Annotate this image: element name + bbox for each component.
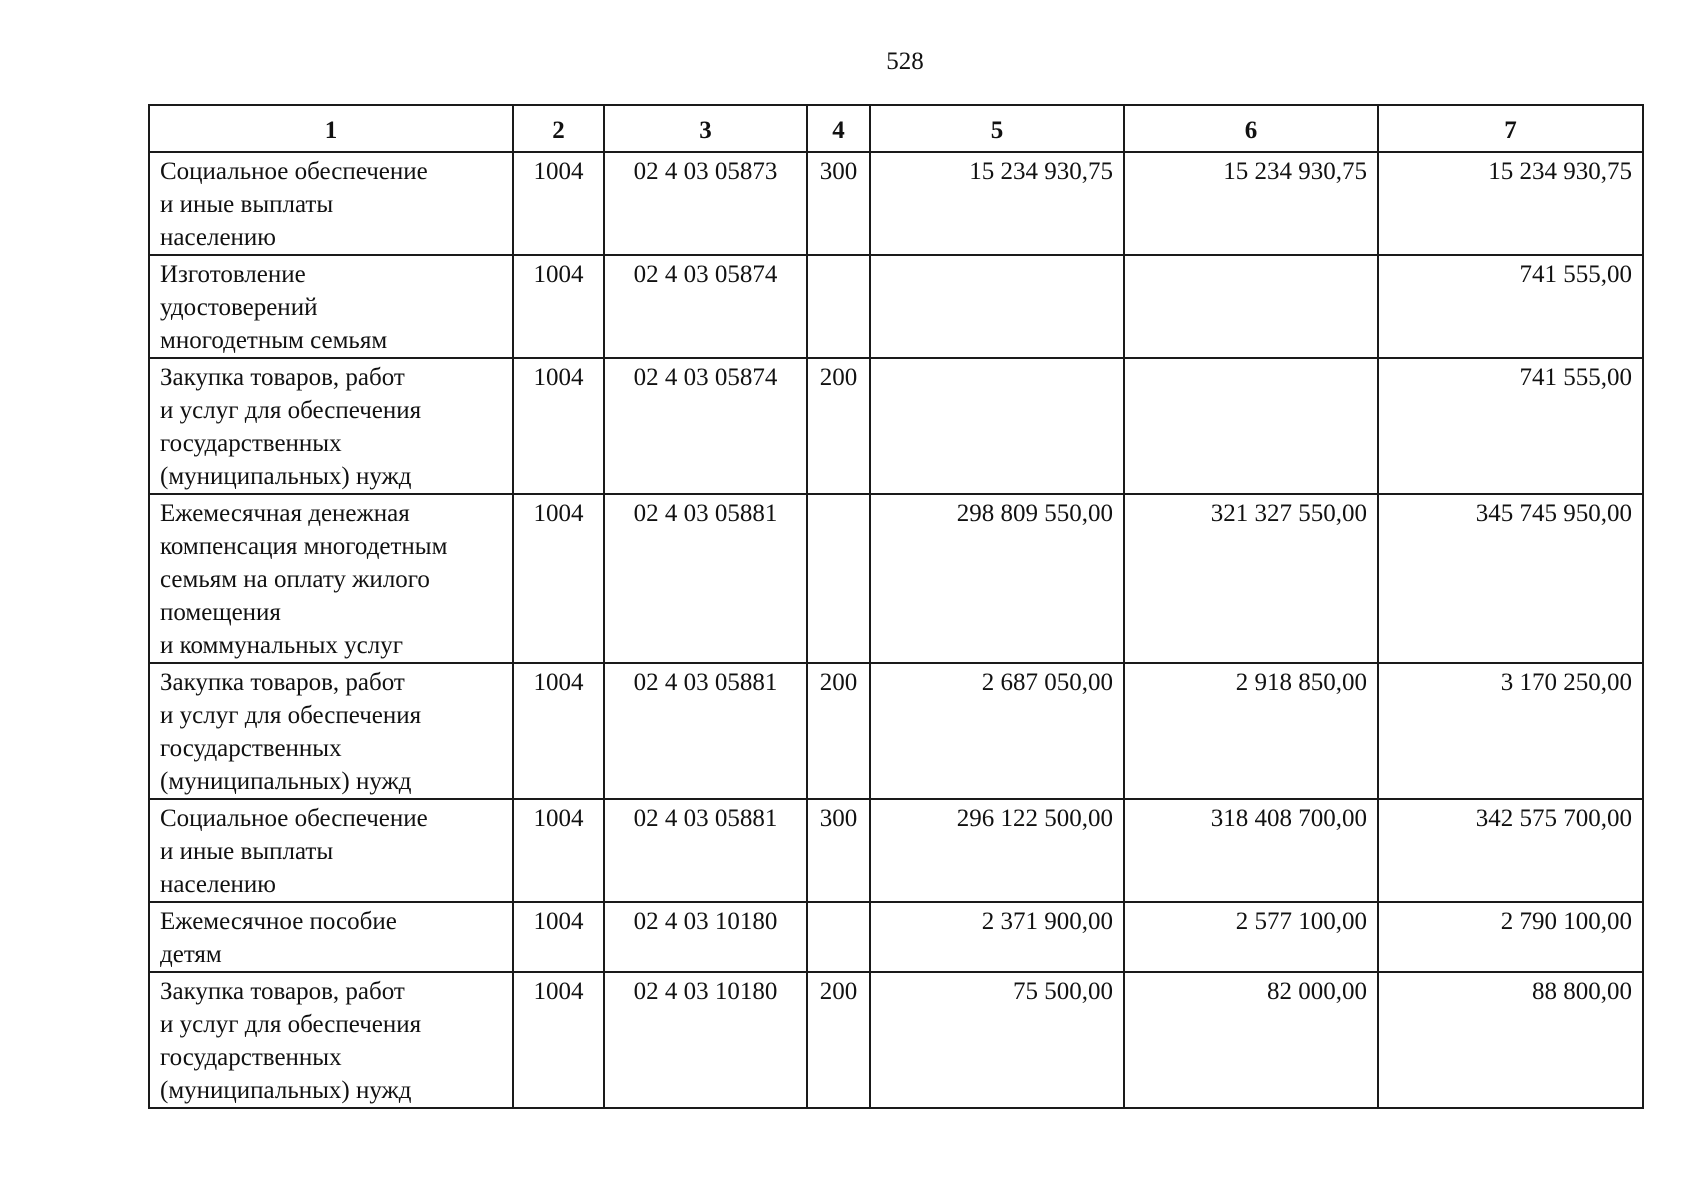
amount-col6-cell: [1124, 255, 1378, 358]
row-name-cell: [149, 255, 513, 358]
header-col-4: 4: [807, 105, 870, 152]
row-name-line: Социальное обеспечение: [160, 805, 428, 832]
row-name-line: компенсация многодетным: [160, 533, 448, 560]
row-name-line: семьям на оплату жилого: [160, 566, 430, 593]
amount-col6-cell: 15 234 930,75: [1124, 152, 1378, 255]
section-cell: 1004: [513, 902, 604, 972]
amount-col6-cell: 2 577 100,00: [1124, 902, 1378, 972]
amount-col7-cell: 2 790 100,00: [1378, 902, 1643, 972]
table-row: [149, 494, 1643, 663]
target-article-cell: 02 4 03 05874: [604, 255, 807, 358]
table-row: [149, 972, 1643, 1108]
row-name-line: помещения: [160, 599, 281, 626]
row-name-cell: [149, 972, 513, 1108]
table-row: [149, 152, 1643, 255]
section-cell: 1004: [513, 972, 604, 1108]
row-name-line: населению: [160, 224, 276, 251]
row-name-line: и коммунальных услуг: [160, 632, 403, 659]
section-cell: 1004: [513, 494, 604, 663]
row-name-line: государственных: [160, 430, 342, 457]
table-row: [149, 663, 1643, 799]
amount-col5-cell: [870, 255, 1124, 358]
row-name-line: и иные выплаты: [160, 191, 334, 218]
row-name-cell: [149, 663, 513, 799]
amount-col5-cell: 296 122 500,00: [870, 799, 1124, 902]
expense-type-cell: 200: [807, 358, 870, 494]
amount-col5-cell: 75 500,00: [870, 972, 1124, 1108]
amount-col6-cell: 318 408 700,00: [1124, 799, 1378, 902]
amount-col5-cell: 15 234 930,75: [870, 152, 1124, 255]
target-article-cell: 02 4 03 10180: [604, 972, 807, 1108]
header-col-2: 2: [513, 105, 604, 152]
amount-col6-cell: 82 000,00: [1124, 972, 1378, 1108]
row-name-line: Социальное обеспечение: [160, 158, 428, 185]
expense-type-cell: [807, 494, 870, 663]
row-name-line: и иные выплаты: [160, 838, 334, 865]
amount-col7-cell: 741 555,00: [1378, 255, 1643, 358]
row-name-line: Ежемесячная денежная: [160, 500, 410, 527]
row-name-line: удостоверений: [160, 294, 318, 321]
row-name-line: и услуг для обеспечения: [160, 397, 422, 424]
header-col-3: 3: [604, 105, 807, 152]
expense-type-cell: [807, 255, 870, 358]
row-name-cell: [149, 358, 513, 494]
row-name-line: Закупка товаров, работ: [160, 364, 405, 391]
target-article-cell: 02 4 03 05881: [604, 494, 807, 663]
row-name-line: Ежемесячное пособие: [160, 908, 397, 935]
expense-type-cell: 200: [807, 663, 870, 799]
row-name-line: (муниципальных) нужд: [160, 768, 412, 795]
target-article-cell: 02 4 03 05881: [604, 663, 807, 799]
row-name-cell: [149, 799, 513, 902]
header-col-7: 7: [1378, 105, 1643, 152]
row-name-line: и услуг для обеспечения: [160, 702, 422, 729]
section-cell: 1004: [513, 663, 604, 799]
amount-col7-cell: 3 170 250,00: [1378, 663, 1643, 799]
amount-col6-cell: 2 918 850,00: [1124, 663, 1378, 799]
target-article-cell: 02 4 03 05873: [604, 152, 807, 255]
row-name-line: (муниципальных) нужд: [160, 463, 412, 490]
row-name-line: многодетным семьям: [160, 327, 388, 354]
section-cell: 1004: [513, 358, 604, 494]
amount-col5-cell: 298 809 550,00: [870, 494, 1124, 663]
row-name-line: детям: [160, 941, 222, 968]
expense-type-cell: 300: [807, 152, 870, 255]
header-col-5: 5: [870, 105, 1124, 152]
row-name-cell: [149, 902, 513, 972]
table-row: [149, 902, 1643, 972]
section-cell: 1004: [513, 799, 604, 902]
table-row: [149, 255, 1643, 358]
budget-table: [148, 104, 1644, 1109]
header-row: [149, 105, 1643, 152]
amount-col5-cell: 2 687 050,00: [870, 663, 1124, 799]
page-number: 528: [886, 48, 924, 75]
row-name-line: населению: [160, 871, 276, 898]
amount-col7-cell: 15 234 930,75: [1378, 152, 1643, 255]
row-name-line: (муниципальных) нужд: [160, 1077, 412, 1104]
row-name-cell: [149, 152, 513, 255]
amount-col5-cell: [870, 358, 1124, 494]
row-name-line: Закупка товаров, работ: [160, 978, 405, 1005]
table-row: [149, 358, 1643, 494]
section-cell: 1004: [513, 255, 604, 358]
row-name-line: государственных: [160, 1044, 342, 1071]
table-row: [149, 799, 1643, 902]
amount-col7-cell: 741 555,00: [1378, 358, 1643, 494]
target-article-cell: 02 4 03 05881: [604, 799, 807, 902]
row-name-line: и услуг для обеспечения: [160, 1011, 422, 1038]
table-body: [149, 152, 1643, 1108]
row-name-line: государственных: [160, 735, 342, 762]
header-col-6: 6: [1124, 105, 1378, 152]
row-name-line: Изготовление: [160, 261, 306, 288]
amount-col7-cell: 342 575 700,00: [1378, 799, 1643, 902]
row-name-cell: [149, 494, 513, 663]
section-cell: 1004: [513, 152, 604, 255]
target-article-cell: 02 4 03 05874: [604, 358, 807, 494]
amount-col7-cell: 88 800,00: [1378, 972, 1643, 1108]
table-header: [149, 105, 1643, 152]
row-name-line: Закупка товаров, работ: [160, 669, 405, 696]
amount-col5-cell: 2 371 900,00: [870, 902, 1124, 972]
header-col-1: 1: [149, 105, 513, 152]
expense-type-cell: 300: [807, 799, 870, 902]
amount-col6-cell: 321 327 550,00: [1124, 494, 1378, 663]
amount-col7-cell: 345 745 950,00: [1378, 494, 1643, 663]
expense-type-cell: 200: [807, 972, 870, 1108]
expense-type-cell: [807, 902, 870, 972]
amount-col6-cell: [1124, 358, 1378, 494]
target-article-cell: 02 4 03 10180: [604, 902, 807, 972]
